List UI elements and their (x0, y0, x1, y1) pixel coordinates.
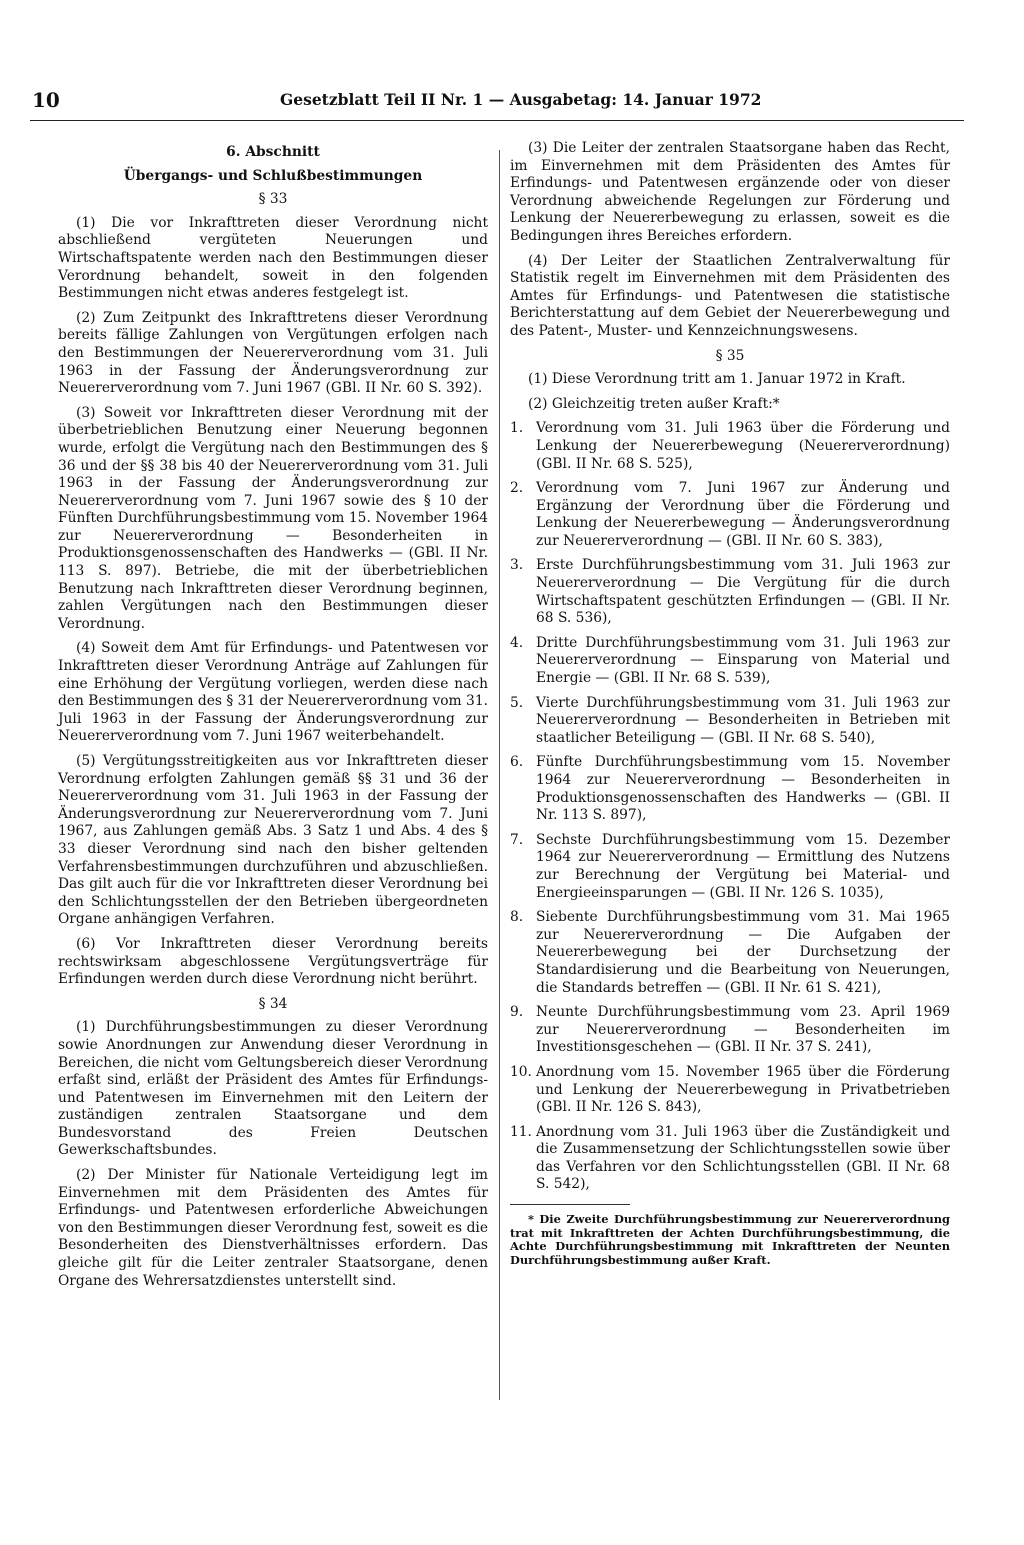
list-number: 11. (510, 1123, 532, 1140)
list-number: 10. (510, 1063, 532, 1080)
paragraph-33-5: (5) Vergütungsstreitigkeiten aus vor Inkrafttreten dieser Verordnung erfolgten Zahlungen gemäß §§ 31 und 36 der Neuererverordnung vom 31. Juli 1963 in der Fassung der Änderungsverordnung zur Neuererverordnung vom 7. Juni 1967, aus Zahlungen gemäß Abs. 3 Satz 1 und Abs. 4 des § 33 dieser Verordnung sind nach den bisher geltenden Verfahrensbestimmungen durchzuführen und abzuschließen. Das gilt auch für die vor Inkrafttreten dieser Verordnung bei den Schlichtungsstellen der den Betrieben übergeordneten Organe anhängigen Verfahren. (58, 753, 488, 928)
paragraph-34-3: (3) Die Leiter der zentralen Staatsorgane haben das Recht, im Einvernehmen mit dem Präsidenten des Amtes für Erfindungs- und Patentwesen ergänzende oder von dieser Verordnung abweichende Regelungen zur Förderung und Lenkung der Neuererbewegung zu erlassen, soweit es die Bedingungen ihres Bereiches erfordern. (510, 140, 950, 244)
paragraph-34-1: (1) Durchführungsbestimmungen zu dieser Verordnung sowie Anordnungen zur Anwendung dieser Verordnung in Bereichen, die nicht vom Geltungsbereich dieser Verordnung erfaßt sind, erläßt der Präsident des Amtes für Erfindungs- und Patentwesen im Einvernehmen mit den Leitern der zuständigen zentralen Staatsorgane und dem Bundesvorstand des Freien Deutschen Gewerkschaftsbundes. (58, 1019, 488, 1159)
list-number: 3. (510, 557, 524, 574)
column-divider (499, 150, 500, 1400)
page-header (30, 84, 964, 121)
paragraph-34-4: (4) Der Leiter der Staatlichen Zentralverwaltung für Statistik regelt im Einvernehmen mit dem Präsidenten des Amtes für Erfindungs- und Patentwesen die statistische Berichterstattung auf dem Gebiet der Neuererbewegung und des Patent-, Muster- und Kennzeichnungswesens. (510, 252, 950, 339)
list-number: 7. (510, 831, 524, 848)
repealed-list (510, 420, 950, 1194)
list-text: Vierte Durchführungsbestimmung vom 31. Juli 1963 zur Neuererverordnung — Besonderheiten in Betrieben mit staatlicher Beteiligung — (GBl. II Nr. 68 S. 540), (536, 694, 950, 746)
list-text: Dritte Durchführungsbestimmung vom 31. Juli 1963 zur Neuererverordnung — Einsparung von Material und Energie — (GBl. II Nr. 68 S. 539), (536, 634, 950, 687)
list-number: 6. (510, 754, 524, 771)
list-number: 5. (510, 694, 524, 711)
paragraph-33-1: (1) Die vor Inkrafttreten dieser Verordnung nicht abschließend vergüteten Neuerungen und Wirtschaftspatente werden nach den Bestimmungen dieser Verordnung behandelt, soweit in den folgenden Bestimmungen nicht etwas anderes festgelegt ist. (58, 214, 488, 302)
left-column (58, 140, 488, 1297)
list-text: Siebente Durchführungsbestimmung vom 31. Mai 1965 zur Neuererverordnung — Die Aufgaben der Neuererbewegung bei der Durchsetzung der Standardisierung und die Bearbeitung von Neuerungen, die Standards betreffen — (GBl. II Nr. 61 S. 421), (536, 909, 950, 996)
paragraph-33-6: (6) Vor Inkrafttreten dieser Verordnung bereits rechtswirksam abgeschlossene Vergütungsverträge für Erfindungen werden durch diese Verordnung nicht berührt. (58, 935, 488, 988)
paragraph-35-1: (1) Diese Verordnung tritt am 1. Januar 1972 in Kraft. (528, 371, 906, 388)
list-item (510, 754, 950, 824)
list-text: Neunte Durchführungsbestimmung vom 23. April 1969 zur Neuererverordnung — Besonderheiten im Investitionsgeschehen — (GBl. II Nr. 37 S. 241), (536, 1004, 950, 1056)
list-number: 2. (510, 480, 524, 497)
list-item (510, 635, 950, 688)
paragraph-heading-34: § 34 (258, 995, 288, 1012)
section-title: Übergangs- und Schlußbestimmungen (123, 167, 423, 184)
list-item (510, 909, 950, 997)
section-heading: 6. Abschnitt (226, 144, 320, 160)
list-number: 4. (510, 634, 524, 651)
paragraph-33-4: (4) Soweit dem Amt für Erfindungs- und Patentwesen vor Inkrafttreten dieser Verordnung Anträge auf Zahlungen für eine Erhöhung der Vergütung vorliegen, werden diese nach den Bestimmungen des § 31 der Neuererverordnung vom 31. Juli 1963 in der Fassung der Änderungsverordnung zur Neuererverordnung vom 7. Juni 1967 weiterbehandelt. (58, 640, 488, 745)
page-number: 10 (32, 88, 60, 112)
list-item (510, 557, 950, 627)
paragraph-33-3: (3) Soweit vor Inkrafttreten dieser Verordnung mit der überbetrieblichen Benutzung einer Neuerung begonnen wurde, erfolgt die Vergütung nach den Bestimmungen des § 36 und der §§ 38 bis 40 der Neuererverordnung vom 31. Juli 1963 in der Fassung der Änderungsverordnung zur Neuererverordnung vom 7. Juni 1967 sowie des § 10 der Fünften Durchführungsbestimmung vom 15. November 1964 zur Neuererverordnung — Besonderheiten in Produktionsgenossenschaften des Handwerks — (GBl. II Nr. 113 S. 897). Betriebe, die mit der überbetrieblichen Benutzung nach Inkrafttreten dieser Verordnung beginnen, zahlen Vergütungen nach den Bestimmungen dieser Verordnung. (58, 404, 488, 632)
right-column (510, 140, 950, 1274)
list-item (510, 832, 950, 902)
list-item (510, 1124, 950, 1194)
list-text: Fünfte Durchführungsbestimmung vom 15. November 1964 zur Neuererverordnung — Besonderheiten in Produktionsgenossenschaften des Handwerks — (GBl. II Nr. 113 S. 897), (536, 754, 950, 824)
list-text: Sechste Durchführungsbestimmung vom 15. Dezember 1964 zur Neuererverordnung — Ermittlung des Nutzens zur Berechnung der Vergütung bei Material- und Energieeinsparungen — (GBl. II Nr. 126 S. 1035), (536, 831, 950, 901)
gazette-title: Gesetzblatt Teil II Nr. 1 — Ausgabetag: 14. Januar 1972 (280, 90, 762, 109)
paragraph-heading-33: § 33 (258, 191, 288, 208)
list-text: Erste Durchführungsbestimmung vom 31. Juli 1963 zur Neuererverordnung — Die Vergütung für die durch Wirtschaftspatent geschützten Erfindungen — (GBl. II Nr. 68 S. 536), (536, 557, 950, 627)
list-text: Anordnung vom 31. Juli 1963 über die Zuständigkeit und die Zusammensetzung der Schlichtungsstellen sowie über das Verfahren vor den Schlichtungsstellen (GBl. II Nr. 68 S. 542), (536, 1123, 950, 1193)
footnote-rule (510, 1204, 630, 1205)
list-text: Anordnung vom 15. November 1965 über die Förderung und Lenkung der Neuererbewegung in Privatbetrieben (GBl. II Nr. 126 S. 843), (536, 1063, 950, 1116)
footnote: * Die Zweite Durchführungsbestimmung zur Neuererverordnung trat mit Inkrafttreten der Achten Durchführungsbestimmung, die Achte Durchführungsbestimmung mit Inkrafttreten der Neunten Durchführungsbestimmung außer Kraft. (510, 1212, 950, 1267)
list-item (510, 480, 950, 550)
list-item (510, 695, 950, 748)
list-number: 1. (510, 420, 524, 437)
list-text: Verordnung vom 31. Juli 1963 über die Förderung und Lenkung der Neuererbewegung (Neuererverordnung) (GBl. II Nr. 68 S. 525), (536, 420, 950, 472)
paragraph-heading-35: § 35 (715, 347, 745, 364)
list-number: 9. (510, 1004, 524, 1021)
list-number: 8. (510, 909, 524, 926)
paragraph-33-2: (2) Zum Zeitpunkt des Inkrafttretens dieser Verordnung bereits fällige Zahlungen von Vergütungen erfolgen nach den Bestimmungen der Neuererverordnung vom 31. Juli 1963 in der Fassung der Änderungsverordnung zur Neuererverordnung vom 7. Juni 1967 (GBl. II Nr. 60 S. 392). (58, 309, 488, 397)
list-item (510, 420, 950, 473)
paragraph-35-2: (2) Gleichzeitig treten außer Kraft:* (528, 395, 780, 412)
paragraph-34-2: (2) Der Minister für Nationale Verteidigung legt im Einvernehmen mit dem Präsidenten des Amtes für Erfindungs- und Patentwesen erforderliche Abweichungen von den Bestimmungen dieser Verordnung fest, soweit es die Besonderheiten des Dienstverhältnisses erfordern. Das gleiche gilt für die Leiter zentraler Staatsorgane, denen Organe des Wehrersatzdienstes unterstellt sind. (58, 1167, 488, 1289)
list-item (510, 1004, 950, 1057)
list-text: Verordnung vom 7. Juni 1967 zur Änderung und Ergänzung der Verordnung über die Förderung und Lenkung der Neuererbewegung — Änderungsverordnung zur Neuererverordnung — (GBl. II Nr. 60 S. 383), (536, 480, 950, 549)
list-item (510, 1064, 950, 1117)
